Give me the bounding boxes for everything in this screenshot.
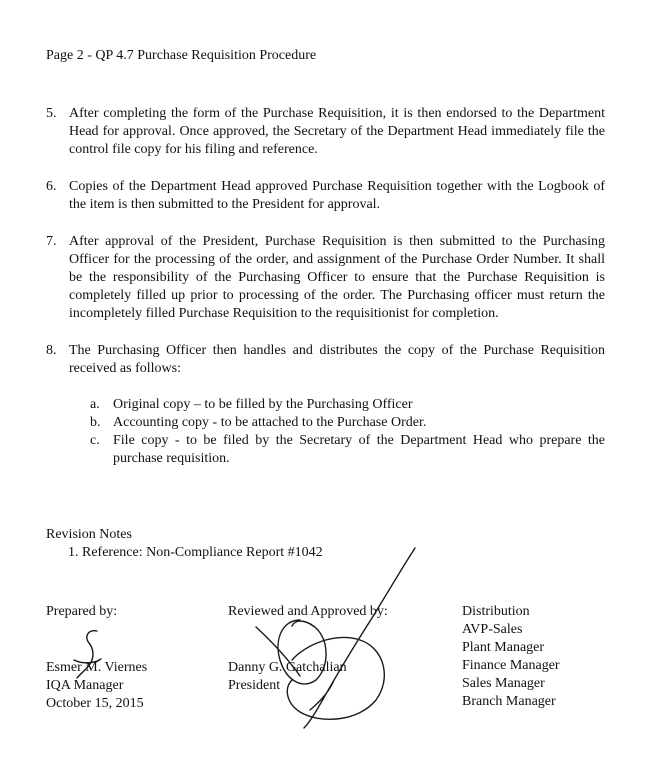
distribution-block (462, 603, 560, 711)
distribution-item: Plant Manager (462, 640, 545, 655)
list-item (0, 342, 660, 468)
copy-distribution-list (69, 396, 605, 468)
distribution-item: AVP-Sales (462, 622, 523, 637)
preparer-name: Esmer M. Viernes (46, 660, 148, 675)
prepared-date: October 15, 2015 (46, 696, 144, 711)
sub-item-letter: b. (90, 415, 101, 430)
sub-list-item (69, 432, 605, 468)
reviewer-name: Danny G. Gatchalian (228, 660, 347, 675)
sub-item-text: Accounting copy - to be attached to the Purchase Order. (113, 415, 427, 430)
revision-notes (46, 526, 323, 562)
revision-note: 1. Reference: Non-Compliance Report #1042 (68, 545, 323, 560)
item-text: Copies of the Department Head approved Purchase Requisition together with the Logbook of the item is then submitted to the President for approval. (69, 179, 605, 212)
distribution-item: Branch Manager (462, 694, 556, 709)
list-item (0, 178, 660, 214)
prepared-label: Prepared by: (46, 604, 118, 619)
sub-list-item (69, 414, 605, 432)
distribution-item: Sales Manager (462, 676, 545, 691)
reviewer-role: President (228, 678, 281, 693)
item-text: After approval of the President, Purchase Requisition is then submitted to the Purchasing Officer for the processing of the order, and assignment of the Purchase Order Number. It shall be the responsibility of the Purchasing Officer to ensure that the Purchase Requisition is completely filled up prior to processing of the order. The Purchasing officer must return the incompletely filled Purchase Requisition to the requisitionist for completion. (69, 234, 605, 321)
distribution-item: Finance Manager (462, 658, 560, 673)
item-number: 5. (46, 106, 57, 121)
item-text: After completing the form of the Purchase Requisition, it is then endorsed to the Department Head for approval. Once approved, the Secretary of the Department Head immediately file the control file copy for his filing and reference. (69, 106, 605, 157)
procedure-list (0, 105, 660, 487)
item-text: The Purchasing Officer then handles and distributes the copy of the Purchase Requisition received as follows: (69, 343, 605, 376)
sub-list-item (69, 396, 605, 414)
reviewed-label: Reviewed and Approved by: (228, 604, 388, 619)
item-number: 7. (46, 234, 57, 249)
sub-item-letter: a. (90, 397, 100, 412)
revision-title: Revision Notes (46, 527, 132, 542)
item-number: 6. (46, 179, 57, 194)
distribution-title: Distribution (462, 604, 530, 619)
sub-item-text: Original copy – to be filled by the Purchasing Officer (113, 397, 413, 412)
preparer-role: IQA Manager (46, 678, 124, 693)
item-number: 8. (46, 343, 57, 358)
item-body (69, 342, 605, 468)
list-item (0, 105, 660, 159)
prepared-by-block (46, 603, 147, 713)
list-item (0, 233, 660, 323)
page-header: Page 2 - QP 4.7 Purchase Requisition Procedure (46, 48, 317, 63)
reviewed-by-block (228, 603, 388, 695)
sub-item-text: File copy - to be filed by the Secretary of the Department Head who prepare the purchase requisition. (113, 433, 605, 466)
sub-item-letter: c. (90, 433, 100, 448)
